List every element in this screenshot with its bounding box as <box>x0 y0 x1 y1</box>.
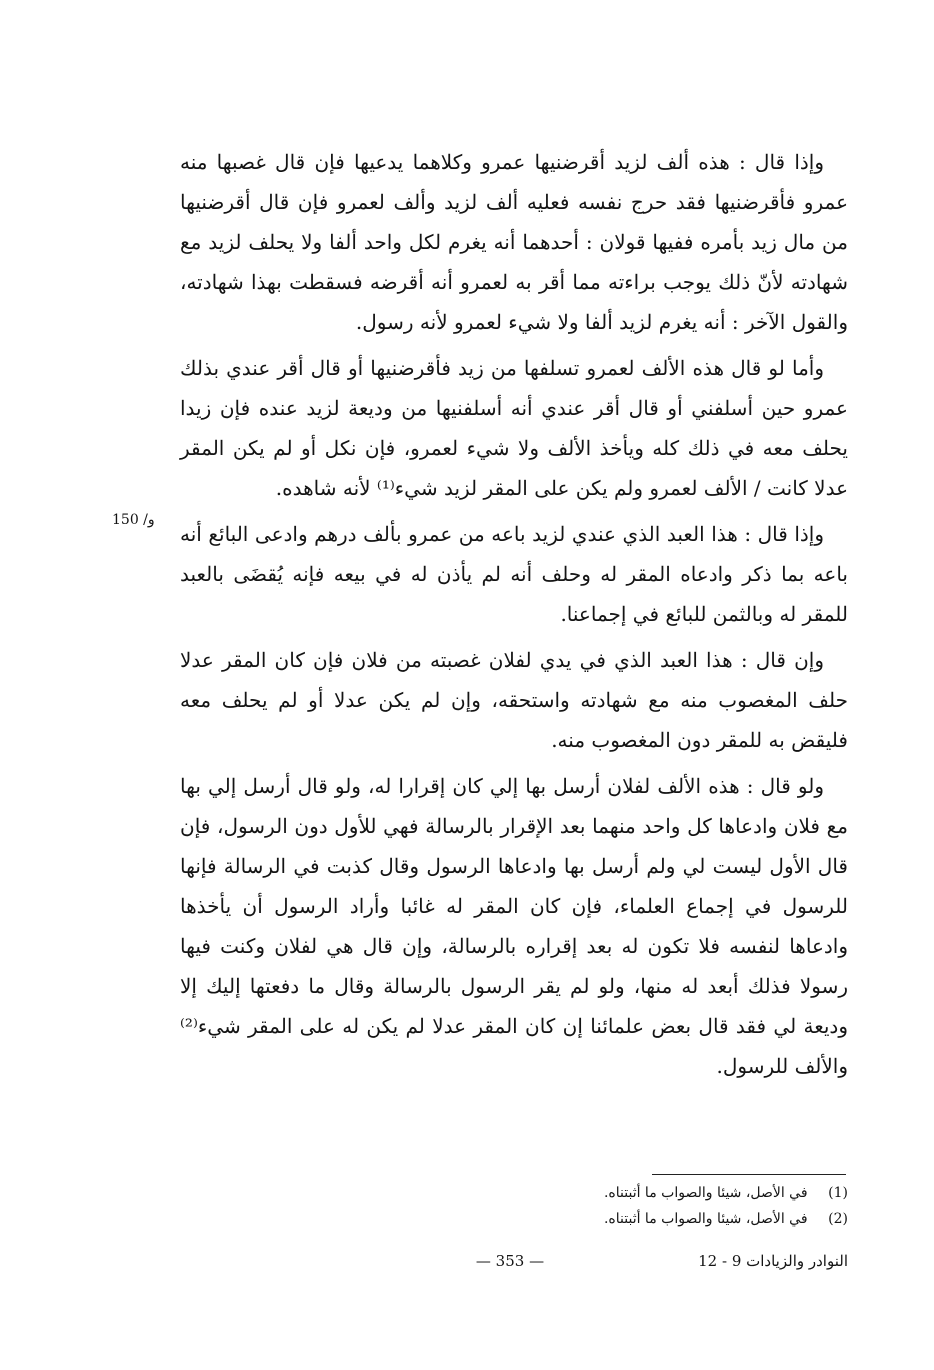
paragraph-5: ولو قال : هذه الألف لفلان أرسل بها إلي كان إقرارا له، ولو قال أرسل إلي بها مع فلان وادعاها كل واحد منهما بعد الإقرار بالرسالة فهي للأول دون الرسول، فإن قال الأول ليست لي ولم أرسل بها وادعاها الرسول وقال كذبت في الرسالة فإنها للرسول في إجماع العلماء، فإن كان المقر له غائبا وأراد الرسول أن يأخذها وادعاها لنفسه فلا تكون له بعد إقراره بالرسالة، وإن قال هي لفلان وكنت فيها رسولا فذلك أبعد له منها، ولو لم يقر الرسول بالرسالة وقال ما دفعتها إليك إلا وديعة لي فقد قال بعض علمائنا إن كان المقر عدلا لم يكن له على المقر شيء⁽²⁾ والألف للرسول. <box>180 774 848 1078</box>
folio-margin-note: 150 /و <box>112 512 155 528</box>
footnote-item <box>360 1180 848 1206</box>
footnotes <box>360 1180 848 1232</box>
page-number: — 353 — <box>475 1252 545 1270</box>
footnote-text: في الأصل، شيئا والصواب ما أثبتناه. <box>603 1185 808 1201</box>
paragraph-2: وأما لو قال هذه الألف لعمرو تسلفها من زيد فأقرضنيها أو قال أقر عندي بذلك عمرو حين أسلفني أو قال أقر عندي أنه أسلفنيها من وديعة لزيد عنده فإن زيدا يحلف معه في ذلك كله ويأخذ الألف ولا شيء لعمرو، فإن نكل أو لم يكن المقر عدلا كانت / الألف لعمرو ولم يكن على المقر لزيد شيء⁽¹⁾ لأنه شاهده. <box>180 356 849 500</box>
paragraph-4: وإن قال : هذا العبد الذي في يدي لفلان غصبته من فلان فإن كان المقر عدلا حلف المغصوب منه مع شهادته واستحقه، وإن لم يكن عدلا أو لم يحلف معه فليقض به للمقر دون المغصوب منه. <box>180 648 848 752</box>
main-text <box>180 142 848 1092</box>
running-head: 12 - النوادر والزيادات 9 <box>698 1252 848 1270</box>
footnote-number: (2) <box>828 1211 848 1227</box>
paragraph-3: وإذا قال : هذا العبد الذي عندي لزيد باعه من عمرو بألف درهم وادعى البائع أنه باعه بما ذكر وادعاه المقر له وحلف أنه لم يأذن له في بيعه فإنه يُقضَى بالعبد للمقر له وبالثمن للبائع في إجماعنا. <box>180 522 848 626</box>
footnote-divider <box>652 1174 846 1175</box>
footnote-item <box>360 1206 848 1232</box>
footnote-text: في الأصل، شيئا والصواب ما أثبتناه. <box>603 1211 808 1227</box>
footnote-number: (1) <box>828 1185 848 1201</box>
paragraph-1: وإذا قال : هذه ألف لزيد أقرضنيها عمرو وكلاهما يدعيها فإن قال غصبها منه عمرو فأقرضنيها فقد حرج نفسه فعليه ألف لزيد وألف لعمرو فإن قال أقرضنيها من مال زيد بأمره ففيها قولان : أحدهما أنه يغرم لكل واحد ألفا ولا يحلف لزيد مع شهادته لأنّ ذلك يوجب براءته مما أقر به لعمرو أنه أقرضه فسقطت بهذا شهادته، والقول الآخر : أنه يغرم لزيد ألفا ولا شيء لعمرو لأنه رسول. <box>180 150 848 334</box>
